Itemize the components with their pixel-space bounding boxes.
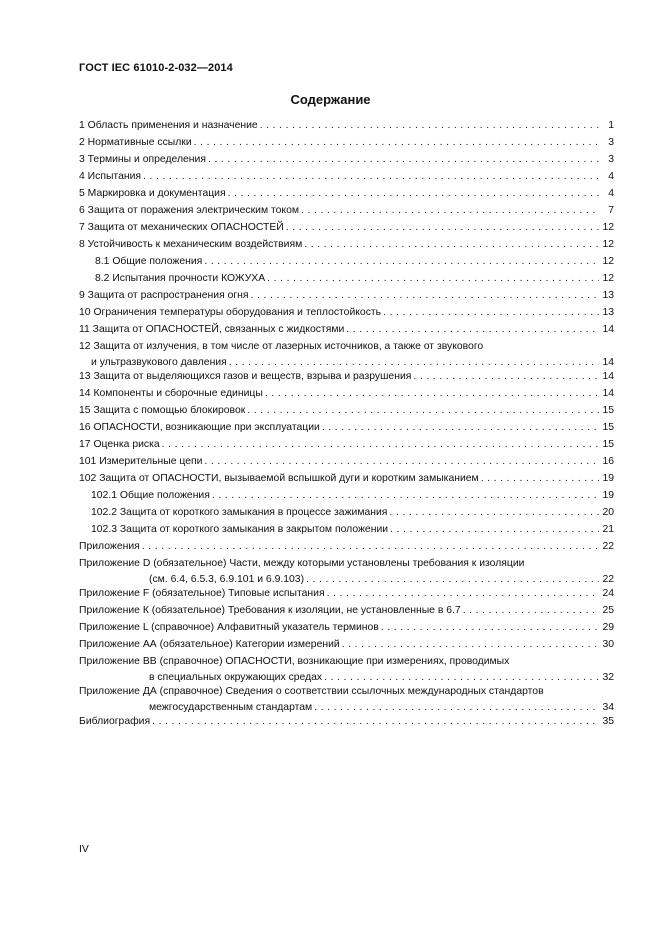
toc-entry-title: в специальных окружающих средах <box>149 672 323 683</box>
toc-entry-title: 14 Компоненты и сборочные единицы <box>79 388 263 399</box>
dot-leader <box>143 169 599 185</box>
toc-entry-page: 29 <box>602 622 614 633</box>
toc-entry-page: 24 <box>602 588 614 599</box>
toc-entry[interactable] <box>79 237 614 253</box>
toc-entry-page: 34 <box>602 702 614 713</box>
dot-leader <box>204 454 599 470</box>
toc-entry-title: 8 Устойчивость к механическим воздействиям <box>79 239 303 250</box>
dot-leader <box>212 488 599 504</box>
dot-leader <box>301 203 599 219</box>
toc-entry[interactable] <box>79 322 614 338</box>
toc-entry-page: 4 <box>608 171 614 182</box>
toc-entry-title: 102.3 Защита от короткого замыкания в закрытом положении <box>91 524 389 535</box>
toc-entry[interactable] <box>79 135 614 151</box>
toc-entry[interactable] <box>79 620 614 636</box>
toc-entry-page: 22 <box>602 574 614 585</box>
toc-entry[interactable] <box>79 505 614 521</box>
toc-entry-page: 15 <box>602 439 614 450</box>
toc-entry-title: Приложение L (справочное) Алфавитный указатель терминов <box>79 622 379 633</box>
toc-entry-title: 2 Нормативные ссылки <box>79 137 192 148</box>
toc-entry-title: 10 Ограничения температуры оборудования и теплостойкость <box>79 307 382 318</box>
toc-entry-title: 7 Защита от механических ОПАСНОСТЕЙ <box>79 222 284 233</box>
toc-entry-title: 5 Маркировка и документация <box>79 188 226 199</box>
dot-leader <box>194 135 599 151</box>
toc-entry[interactable] <box>79 403 614 419</box>
toc-entry[interactable] <box>79 339 614 371</box>
toc-entry-page: 13 <box>602 290 614 301</box>
toc-entry-title: 1 Область применения и назначение <box>79 120 258 131</box>
toc-entry-page: 12 <box>602 222 614 233</box>
toc-entry-title: 8.2 Испытания прочности КОЖУХА <box>95 273 266 284</box>
toc-entry[interactable] <box>79 305 614 321</box>
toc-entry-page: 25 <box>602 605 614 616</box>
toc-entry-title: 4 Испытания <box>79 171 142 182</box>
toc-entry-title: 9 Защита от распространения огня <box>79 290 249 301</box>
toc-entry-title: 102.2 Защита от короткого замыкания в процессе зажимания <box>91 507 388 518</box>
toc-entry[interactable] <box>79 471 614 487</box>
dot-leader <box>204 254 599 270</box>
toc-entry[interactable] <box>79 539 614 555</box>
toc-entry-title: и ультразвукового давления <box>91 357 227 368</box>
toc-entry-title-line1: Приложение ВВ (справочное) ОПАСНОСТИ, возникающие при измерениях, проводимых <box>79 656 510 667</box>
toc-entry-title: 3 Термины и определения <box>79 154 206 165</box>
toc-entry-title: Приложения <box>79 541 140 552</box>
dot-leader <box>342 637 599 653</box>
toc-entry-title-line1: Приложение D (обязательное) Части, между которыми установлены требования к изоляции <box>79 558 525 569</box>
toc-entry-title: 101 Измерительные цепи <box>79 456 203 467</box>
dot-leader <box>251 288 599 304</box>
toc-entry-page: 22 <box>602 541 614 552</box>
toc-entry-title: 8.1 Общие положения <box>95 256 203 267</box>
toc-entry-page: 32 <box>602 672 614 683</box>
toc-entry[interactable] <box>79 714 614 730</box>
toc-entry[interactable] <box>79 254 614 270</box>
dot-leader <box>152 714 599 730</box>
dot-leader <box>142 539 599 555</box>
dot-leader <box>389 505 599 521</box>
toc-entry-page: 12 <box>602 273 614 284</box>
toc-entry-title: Приложение АА (обязательное) Категории измерений <box>79 639 340 650</box>
dot-leader <box>327 586 599 602</box>
toc-entry-title: 6 Защита от поражения электрическим током <box>79 205 300 216</box>
toc-entry[interactable] <box>79 586 614 602</box>
page-number: IV <box>79 844 89 855</box>
toc-entry[interactable] <box>79 118 614 134</box>
toc-entry[interactable] <box>79 454 614 470</box>
toc-entry-title: 102 Защита от ОПАСНОСТИ, вызываемой вспышкой дуги и коротким замыканием <box>79 473 479 484</box>
dot-leader <box>322 420 599 436</box>
toc-entry-page: 16 <box>602 456 614 467</box>
toc-entry-title: 11 Защита от ОПАСНОСТЕЙ, связанных с жидкостями <box>79 324 345 335</box>
toc-entry-title: 13 Защита от выделяющихся газов и веществ, взрыва и разрушения <box>79 371 412 382</box>
toc-entry-title: 17 Оценка риска <box>79 439 160 450</box>
toc-entry-page: 15 <box>602 405 614 416</box>
toc-entry-page: 20 <box>602 507 614 518</box>
toc-entry-page: 13 <box>602 307 614 318</box>
toc-entry-page: 12 <box>602 239 614 250</box>
toc-entry[interactable] <box>79 152 614 168</box>
toc-entry-title-line1: 12 Защита от излучения, в том числе от лазерных источников, а также от звукового <box>79 341 484 352</box>
toc-entry-page: 4 <box>608 188 614 199</box>
toc-entry[interactable] <box>79 637 614 653</box>
dot-leader <box>162 437 599 453</box>
dot-leader <box>228 186 599 202</box>
toc-entry-page: 19 <box>602 473 614 484</box>
toc-entry-title: межгосударственным стандартам <box>149 702 313 713</box>
toc-entry-page: 30 <box>602 639 614 650</box>
toc-entry-page: 19 <box>602 490 614 501</box>
toc-entry[interactable] <box>79 556 614 588</box>
dot-leader <box>208 152 599 168</box>
toc-entry[interactable] <box>79 203 614 219</box>
toc-entry[interactable] <box>79 654 614 686</box>
toc-entry-page: 15 <box>602 422 614 433</box>
dot-leader <box>304 237 599 253</box>
toc-entry[interactable] <box>79 522 614 538</box>
toc-entry-title-line1: Приложение ДА (справочное) Сведения о соответствии ссылочных международных стандартов <box>79 686 544 697</box>
toc-entry[interactable] <box>79 420 614 436</box>
dot-leader <box>265 386 599 402</box>
dot-leader <box>346 322 599 338</box>
toc-entry-title: 15 Защита с помощью блокировок <box>79 405 246 416</box>
toc-entry-title: Библиография <box>79 716 151 727</box>
dot-leader <box>463 603 599 619</box>
toc-entry-title: 102.1 Общие положения <box>91 490 210 501</box>
toc-entry-page: 14 <box>602 324 614 335</box>
toc-entry[interactable] <box>79 369 614 385</box>
toc-entry[interactable] <box>79 186 614 202</box>
page-title: Содержание <box>290 92 371 107</box>
dot-leader <box>286 220 599 236</box>
document-header: ГОСТ IEC 61010-2-032—2014 <box>79 62 233 74</box>
dot-leader <box>383 305 599 321</box>
toc-entry-title: Приложение F (обязательное) Типовые испытания <box>79 588 325 599</box>
dot-leader <box>267 271 599 287</box>
toc-entry-page: 21 <box>602 524 614 535</box>
toc-entry-page: 14 <box>602 371 614 382</box>
toc-entry[interactable] <box>79 386 614 402</box>
toc-entry-page: 14 <box>602 388 614 399</box>
toc-entry[interactable] <box>79 437 614 453</box>
toc-entry-page: 3 <box>608 154 614 165</box>
toc-entry-page: 1 <box>608 120 614 131</box>
toc-entry[interactable] <box>79 603 614 619</box>
toc-entry[interactable] <box>79 288 614 304</box>
toc-entry[interactable] <box>79 271 614 287</box>
toc-entry-page: 12 <box>602 256 614 267</box>
toc-entry-page: 35 <box>602 716 614 727</box>
dot-leader <box>260 118 599 134</box>
toc-entry-page: 3 <box>608 137 614 148</box>
dot-leader <box>381 620 599 636</box>
toc-entry[interactable] <box>79 684 614 716</box>
toc-entry-page: 14 <box>602 357 614 368</box>
toc-entry-title: 16 ОПАСНОСТИ, возникающие при эксплуатации <box>79 422 320 433</box>
toc-entry[interactable] <box>79 220 614 236</box>
dot-leader <box>390 522 599 538</box>
toc-entry[interactable] <box>79 488 614 504</box>
toc-entry-page: 7 <box>608 205 614 216</box>
toc-entry-title: (см. 6.4, 6.5.3, 6.9.101 и 6.9.103) <box>149 574 305 585</box>
toc-entry[interactable] <box>79 169 614 185</box>
toc-entry-title: Приложение К (обязательное) Требования к изоляции, не установленные в 6.7 <box>79 605 461 616</box>
dot-leader <box>481 471 599 487</box>
dot-leader <box>413 369 599 385</box>
dot-leader <box>247 403 599 419</box>
